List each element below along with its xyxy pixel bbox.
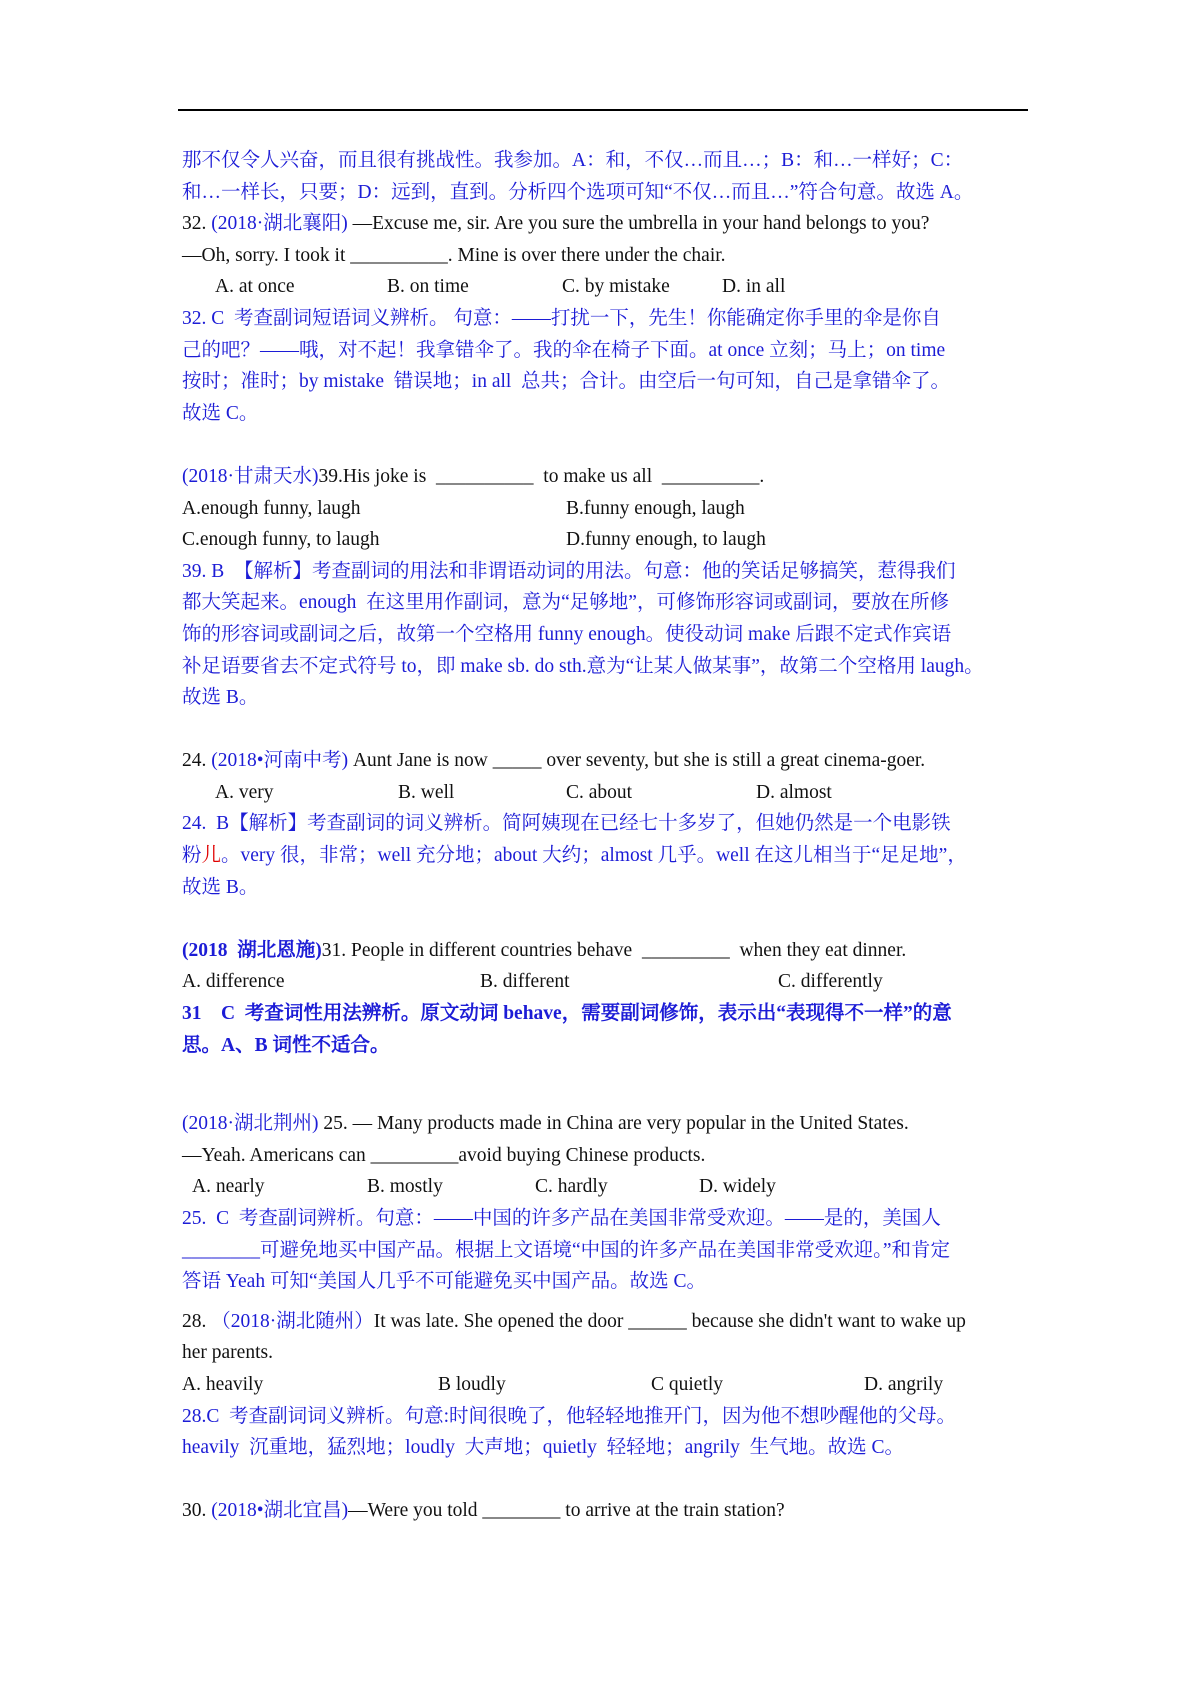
answer-line: 39. B 【解析】考查副词的用法和非谓语动词的用法。句意：他的笑话足够搞笑，惹得我们 (182, 560, 956, 582)
spacer (182, 429, 1027, 461)
highlighted-char: 儿 (201, 845, 222, 867)
answer-line: ________可避免地买中国产品。根据上文语境“中国的许多产品在美国非常受欢迎。”和肯定 (182, 1239, 951, 1261)
answer-line: 己的吧？——哦，对不起！我拿错伞了。我的伞在椅子下面。at once 立刻；马上；on time (182, 339, 946, 361)
question-stem: —Were you told ________ to arrive at the train station? (348, 1500, 785, 1522)
answer-line: 故选 B。 (182, 687, 259, 709)
document-body (182, 145, 1027, 1527)
question-number: 24. (182, 750, 212, 772)
question-31 (182, 935, 1027, 967)
question-stem: her parents. (182, 1342, 273, 1364)
answer-line: 饰的形容词或副词之后，故第一个空格用 funny enough。使役动词 make 后跟不定式作宾语 (182, 623, 952, 645)
answer-line: 都大笑起来。enough 在这里用作副词，意为“足够地”，可修饰形容词或副词，要放在所修 (182, 592, 949, 614)
question-number: 28. (182, 1310, 212, 1332)
answer-line: 和…一样长，只要；D：远到，直到。分析四个选项可知“不仅…而且…”符合句意。故选 A。 (182, 181, 974, 203)
answer-line (182, 840, 1027, 872)
answer-line: 24. B【解析】考查副词的词义辨析。简阿姨现在已经七十多岁了，但她仍然是一个电影铁 (182, 813, 951, 835)
option-a: A. heavily (182, 1373, 264, 1395)
header-rule (178, 109, 1028, 111)
option-a: A. difference (182, 971, 285, 993)
option-c: C quietly (651, 1373, 724, 1395)
spacer (182, 1298, 1027, 1306)
option-c: C.enough funny, to laugh (182, 529, 380, 551)
question-39 (182, 461, 1027, 493)
question-number: 32. (182, 213, 212, 235)
question-source: （2018·湖北随州） (211, 1310, 374, 1332)
answer-line: 31 C 考查词性用法辨析。原文动词 behave，需要副词修饰，表示出“表现得不一样”的意 (182, 1003, 952, 1025)
option-d: D.funny enough, to laugh (566, 529, 766, 551)
answer-line: 补足语要省去不定式符号 to，即 make sb. do sth.意为“让某人做某事”，故第二个空格用 laugh。 (182, 655, 984, 677)
option-a: A. very (215, 781, 274, 803)
question-number: 30. (182, 1500, 212, 1522)
answer-line: 按时；准时；by mistake 错误地；in all 总共；合计。由空后一句可知，自己是拿错伞了。 (182, 371, 951, 393)
answer-line: 答语 Yeah 可知“美国人几乎不可能避免买中国产品。故选 C。 (182, 1271, 706, 1293)
options-row (182, 1369, 1027, 1401)
option-b: B. mostly (367, 1176, 443, 1198)
question-28 (182, 1306, 1027, 1338)
options-row (182, 966, 1027, 998)
option-a: A. nearly (192, 1176, 265, 1198)
question-24 (182, 745, 1027, 777)
spacer (182, 1061, 1027, 1108)
options-row (182, 524, 1027, 556)
question-stem: 25. — Many products made in China are very popular in the United States. (318, 1113, 909, 1135)
option-b: B. well (398, 781, 455, 803)
question-32 (182, 208, 1027, 240)
option-d: D. angrily (864, 1373, 944, 1395)
answer-text: 粉 (182, 845, 202, 867)
spacer (182, 714, 1027, 746)
answer-line: 故选 B。 (182, 876, 259, 898)
question-source: (2018·甘肃天水) (182, 465, 319, 487)
answer-text: 。very 很，非常；well 充分地；about 大约；almost 几乎。well 在这儿相当于“足足地”， (221, 845, 967, 867)
question-source: (2018 湖北恩施) (182, 939, 322, 961)
option-a: A.enough funny, laugh (182, 497, 361, 519)
question-25 (182, 1108, 1027, 1140)
options-row (182, 493, 1027, 525)
answer-line: 32. C 考查副词短语词义辨析。 句意：——打扰一下，先生！你能确定你手里的伞是你自 (182, 307, 941, 329)
option-b: B loudly (438, 1373, 506, 1395)
option-c: C. hardly (535, 1176, 608, 1198)
option-c: C. about (566, 781, 633, 803)
question-source: (2018·湖北荆州) (182, 1113, 319, 1135)
answer-line: 25. C 考查副词辨析。句意：——中国的许多产品在美国非常受欢迎。——是的，美国人 (182, 1208, 941, 1229)
question-stem: 31. People in different countries behave _________ when they eat dinner. (321, 939, 907, 961)
question-stem: —Excuse me, sir. Are you sure the umbrella in your hand belongs to you? (347, 213, 930, 235)
question-stem: —Yeah. Americans can _________avoid buying Chinese products. (182, 1144, 706, 1166)
option-d: D. almost (756, 781, 832, 803)
question-source: (2018•湖北宜昌) (211, 1500, 349, 1522)
answer-line: 那不仅令人兴奋，而且很有挑战性。我参加。A：和，不仅…而且…；B：和…一样好；C： (182, 150, 964, 171)
spacer (182, 1464, 1027, 1496)
question-30 (182, 1495, 1027, 1527)
option-b: B. different (480, 971, 570, 993)
question-stem: It was late. She opened the door ______ because she didn't want to wake up (373, 1310, 966, 1332)
option-b: B.funny enough, laugh (566, 497, 745, 519)
option-c: C. by mistake (562, 276, 670, 298)
answer-line: 故选 C。 (182, 402, 259, 424)
question-stem: —Oh, sorry. I took it __________. Mine is over there under the chair. (182, 244, 726, 266)
answer-line: heavily 沉重地，猛烈地；loudly 大声地；quietly 轻轻地；angrily 生气地。故选 C。 (182, 1437, 905, 1459)
option-d: D. in all (722, 276, 786, 298)
options-row (182, 1171, 1027, 1203)
options-row (182, 271, 1027, 303)
spacer (182, 903, 1027, 935)
question-source: (2018·湖北襄阳) (211, 213, 348, 235)
option-a: A. at once (215, 276, 295, 298)
option-b: B. on time (387, 276, 469, 298)
option-c: C. differently (778, 971, 883, 993)
question-stem: 39.His joke is __________ to make us all __________. (318, 465, 765, 487)
options-row (182, 777, 1027, 809)
question-stem: Aunt Jane is now _____ over seventy, but she is still a great cinema-goer. (348, 750, 926, 772)
answer-line: 思。A、B 词性不适合。 (182, 1034, 390, 1056)
question-source: (2018•河南中考) (211, 750, 349, 772)
answer-line: 28.C 考查副词词义辨析。句意:时间很晚了，他轻轻地推开门，因为他不想吵醒他的父母。 (182, 1405, 957, 1427)
option-d: D. widely (699, 1176, 776, 1198)
